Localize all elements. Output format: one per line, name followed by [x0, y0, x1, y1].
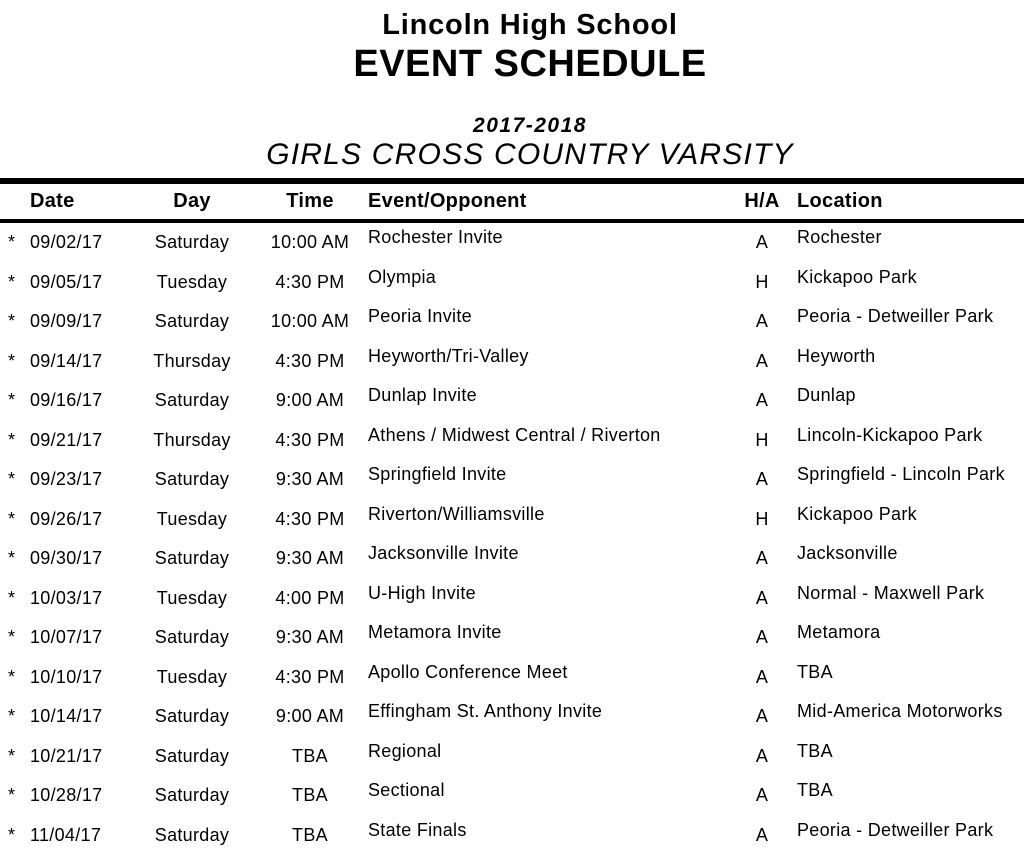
team-title: GIRLS CROSS COUNTRY VARSITY [266, 138, 794, 171]
location-cell: Kickapoo Park [797, 266, 917, 287]
table-row [0, 776, 1024, 816]
time-cell: 4:30 PM [275, 508, 345, 529]
date-cell: 09/23/17 [30, 469, 103, 490]
location-cell: Peoria - Detweiller Park [797, 306, 994, 327]
location-cell: Peoria - Detweiller Park [797, 819, 994, 840]
date-cell: 09/05/17 [30, 271, 103, 292]
column-header-time: Time [286, 190, 334, 212]
home-away-cell: A [755, 627, 769, 648]
row-asterisk-marker: * [8, 311, 16, 332]
event-cell: Olympia [368, 266, 437, 287]
event-cell: Effingham St. Anthony Invite [368, 701, 603, 722]
event-cell: Riverton/Williamsville [368, 503, 545, 524]
event-cell: Heyworth/Tri-Valley [368, 345, 529, 366]
time-cell: 9:00 AM [275, 706, 345, 727]
column-header-day: Day [173, 190, 211, 212]
schedule-page [0, 8, 1024, 865]
location-cell: Jacksonville [797, 543, 898, 564]
row-asterisk-marker: * [8, 824, 16, 845]
day-cell: Tuesday [156, 587, 228, 608]
column-header-date: Date [30, 190, 75, 212]
event-cell: Apollo Conference Meet [368, 661, 568, 682]
date-cell: 10/28/17 [30, 785, 103, 806]
row-asterisk-marker: * [8, 745, 16, 766]
time-cell: 4:30 PM [275, 271, 345, 292]
table-row [0, 381, 1024, 421]
table-row [0, 421, 1024, 461]
date-cell: 09/30/17 [30, 548, 103, 569]
home-away-cell: A [755, 587, 769, 608]
day-cell: Saturday [154, 706, 230, 727]
column-header-location: Location [797, 190, 883, 212]
home-away-cell: A [755, 390, 769, 411]
document-header [36, 8, 1024, 172]
table-row [0, 618, 1024, 658]
row-asterisk-marker: * [8, 627, 16, 648]
date-cell: 10/14/17 [30, 706, 103, 727]
time-cell: TBA [292, 745, 328, 766]
event-cell: Jacksonville Invite [368, 543, 519, 564]
season-label: 2017-2018 [473, 114, 587, 137]
time-cell: 4:30 PM [275, 666, 345, 687]
event-cell: Peoria Invite [368, 306, 472, 327]
table-row [0, 302, 1024, 342]
location-cell: Rochester [797, 227, 882, 248]
event-cell: Regional [368, 740, 442, 761]
home-away-cell: A [755, 706, 769, 727]
date-cell: 10/03/17 [30, 587, 103, 608]
column-header-home-away: H/A [744, 190, 780, 212]
time-cell: 9:30 AM [275, 548, 345, 569]
row-asterisk-marker: * [8, 785, 16, 806]
day-cell: Thursday [153, 429, 231, 450]
time-cell: TBA [292, 785, 328, 806]
row-asterisk-marker: * [8, 548, 16, 569]
home-away-cell: A [755, 548, 769, 569]
day-cell: Saturday [154, 469, 230, 490]
location-cell: TBA [797, 740, 833, 761]
time-cell: 9:00 AM [275, 390, 345, 411]
day-cell: Saturday [154, 824, 230, 845]
table-row [0, 697, 1024, 737]
day-cell: Saturday [154, 745, 230, 766]
table-header [0, 184, 1024, 219]
date-cell: 09/16/17 [30, 390, 103, 411]
row-asterisk-marker: * [8, 232, 16, 253]
row-asterisk-marker: * [8, 271, 16, 292]
home-away-cell: A [755, 824, 769, 845]
home-away-cell: A [755, 745, 769, 766]
day-cell: Saturday [154, 311, 230, 332]
table-row [0, 460, 1024, 500]
home-away-cell: A [755, 350, 769, 371]
time-cell: 10:00 AM [270, 311, 350, 332]
time-cell: 4:30 PM [275, 350, 345, 371]
location-cell: TBA [797, 780, 833, 801]
day-cell: Saturday [154, 390, 230, 411]
event-cell: Sectional [368, 780, 445, 801]
event-cell: Rochester Invite [368, 227, 503, 248]
row-asterisk-marker: * [8, 666, 16, 687]
day-cell: Tuesday [156, 666, 228, 687]
location-cell: Dunlap [797, 385, 856, 406]
home-away-cell: A [755, 785, 769, 806]
home-away-cell: A [755, 232, 769, 253]
location-cell: Kickapoo Park [797, 503, 917, 524]
day-cell: Saturday [154, 627, 230, 648]
row-asterisk-marker: * [8, 469, 16, 490]
event-cell: Athens / Midwest Central / Riverton [368, 424, 661, 445]
location-cell: Normal - Maxwell Park [797, 582, 985, 603]
event-cell: Springfield Invite [368, 464, 507, 485]
location-cell: TBA [797, 661, 833, 682]
table-row [0, 737, 1024, 777]
table-row [0, 579, 1024, 619]
day-cell: Thursday [153, 350, 231, 371]
column-header-event: Event/Opponent [368, 190, 527, 212]
home-away-cell: A [755, 666, 769, 687]
date-cell: 09/02/17 [30, 232, 103, 253]
row-asterisk-marker: * [8, 587, 16, 608]
location-cell: Metamora [797, 622, 881, 643]
day-cell: Tuesday [156, 271, 228, 292]
row-asterisk-marker: * [8, 350, 16, 371]
table-row [0, 263, 1024, 303]
time-cell: 4:30 PM [275, 429, 345, 450]
row-asterisk-marker: * [8, 429, 16, 450]
time-cell: 4:00 PM [275, 587, 345, 608]
home-away-cell: H [755, 429, 769, 450]
table-row [0, 658, 1024, 698]
event-cell: Dunlap Invite [368, 385, 477, 406]
table-row [0, 223, 1024, 263]
table-row [0, 816, 1024, 856]
date-cell: 09/26/17 [30, 508, 103, 529]
time-cell: TBA [292, 824, 328, 845]
location-cell: Heyworth [797, 345, 876, 366]
date-cell: 11/04/17 [30, 824, 102, 845]
table-row [0, 342, 1024, 382]
day-cell: Saturday [154, 548, 230, 569]
home-away-cell: H [755, 271, 769, 292]
home-away-cell: H [755, 508, 769, 529]
table-row [0, 500, 1024, 540]
date-cell: 09/09/17 [30, 311, 103, 332]
home-away-cell: A [755, 469, 769, 490]
date-cell: 10/07/17 [30, 627, 103, 648]
table-row [0, 539, 1024, 579]
event-cell: State Finals [368, 819, 467, 840]
date-cell: 09/21/17 [30, 429, 103, 450]
time-cell: 9:30 AM [275, 627, 345, 648]
location-cell: Mid-America Motorworks [797, 701, 1003, 722]
event-cell: U-High Invite [368, 582, 476, 603]
document-title: EVENT SCHEDULE [353, 43, 707, 85]
time-cell: 9:30 AM [275, 469, 345, 490]
day-cell: Tuesday [156, 508, 228, 529]
location-cell: Lincoln-Kickapoo Park [797, 424, 983, 445]
school-name: Lincoln High School [382, 9, 678, 41]
row-asterisk-marker: * [8, 508, 16, 529]
day-cell: Saturday [154, 785, 230, 806]
date-cell: 09/14/17 [30, 350, 103, 371]
date-cell: 10/10/17 [30, 666, 103, 687]
time-cell: 10:00 AM [270, 232, 350, 253]
event-cell: Metamora Invite [368, 622, 502, 643]
day-cell: Saturday [154, 232, 230, 253]
row-asterisk-marker: * [8, 706, 16, 727]
row-asterisk-marker: * [8, 390, 16, 411]
date-cell: 10/21/17 [30, 745, 103, 766]
location-cell: Springfield - Lincoln Park [797, 464, 1005, 485]
home-away-cell: A [755, 311, 769, 332]
schedule-rows [0, 223, 1024, 855]
